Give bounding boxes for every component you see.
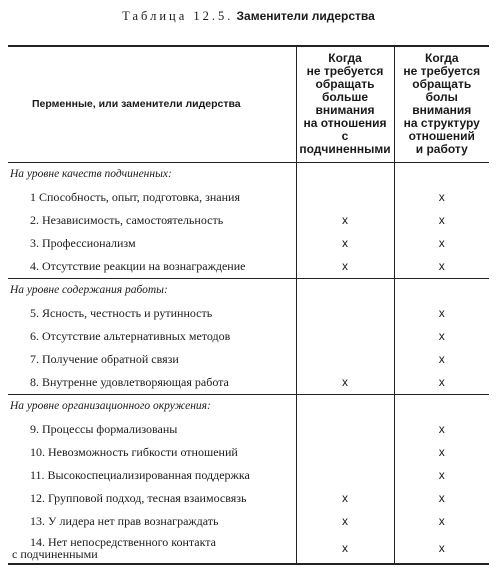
table-row (8, 464, 489, 487)
table-row (8, 441, 489, 464)
table-row (8, 487, 489, 510)
header-relations-line: на отношения (303, 116, 387, 131)
mark-structure: x (394, 255, 489, 279)
mark-structure: x (394, 325, 489, 348)
mark-structure: x (394, 232, 489, 255)
table-row (8, 232, 489, 255)
row-name: 11. Высокоспециализированная поддержка (30, 467, 250, 482)
header-relations-line: с подчиненными (299, 129, 391, 157)
mark-relations (296, 464, 394, 487)
header-structure-line: на структуру (403, 116, 480, 131)
row-name: 1 Способность, опыт, подготовка, знания (30, 189, 240, 204)
mark-relations (296, 186, 394, 209)
table-title: Заменители лидерства (236, 9, 375, 23)
header-relations (296, 46, 394, 162)
section-header (8, 394, 489, 418)
mark-relations (296, 418, 394, 441)
table-row (8, 348, 489, 371)
mark-structure: x (394, 371, 489, 395)
section-header (8, 162, 489, 186)
mark-structure: x (394, 302, 489, 325)
row-name: 3. Профессионализм (30, 235, 136, 250)
mark-structure: x (394, 209, 489, 232)
mark-relations: x (296, 232, 394, 255)
table-row (8, 325, 489, 348)
mark-structure: x (394, 510, 489, 533)
row-name-line: 14. Нет непосредственного контакта (30, 534, 217, 549)
header-relations-line: обращать больше (315, 77, 375, 105)
row-name (8, 533, 296, 564)
mark-structure: x (394, 348, 489, 371)
row-name: 6. Отсутствие альтернативных методов (30, 328, 231, 343)
row-name: 4. Отсутствие реакции на вознаграждение (30, 258, 246, 273)
mark-relations: x (296, 487, 394, 510)
mark-structure: x (394, 186, 489, 209)
mark-relations: x (296, 533, 394, 564)
table-row (8, 186, 489, 209)
header-relations-line: Когда (328, 51, 362, 66)
mark-relations (296, 302, 394, 325)
header-structure-line: и работу (415, 142, 468, 157)
mark-structure: x (394, 441, 489, 464)
mark-structure: x (394, 418, 489, 441)
row-name: 8. Внутренне удовлетворяющая работа (30, 374, 229, 389)
table-row (8, 510, 489, 533)
mark-relations (296, 348, 394, 371)
header-relations-line: внимания (315, 103, 375, 118)
header-structure-line: обращать болы (412, 77, 472, 105)
table-row (8, 371, 489, 395)
section-label: На уровне организационного окружения: (8, 394, 296, 418)
mark-structure: x (394, 487, 489, 510)
header-row (8, 46, 489, 162)
row-name: 5. Ясность, честность и рутинность (30, 305, 213, 320)
header-structure-line: Когда (425, 51, 459, 66)
section-header (8, 278, 489, 302)
mark-relations: x (296, 209, 394, 232)
mark-structure: x (394, 464, 489, 487)
row-name-line: с подчиненными (12, 546, 98, 561)
mark-relations (296, 441, 394, 464)
row-name: 10. Невозможность гибкости отношений (30, 444, 238, 459)
table-number: Таблица 12.5. (122, 9, 234, 23)
table-caption (0, 9, 497, 24)
row-name: 13. У лидера нет прав вознаграждать (30, 513, 219, 528)
header-relations-line: не требуется (306, 64, 384, 79)
leadership-substitutes-table (8, 45, 489, 565)
row-name: 9. Процессы формализованы (30, 421, 178, 436)
header-structure-line: отношений (408, 129, 475, 144)
row-name: 12. Групповой подход, тесная взаимосвязь (30, 490, 247, 505)
section-label: На уровне содержания работы: (8, 278, 296, 302)
table-row (8, 533, 489, 564)
row-name: 2. Независимость, самостоятельность (30, 212, 224, 227)
mark-structure: x (394, 533, 489, 564)
row-name: 7. Получение обратной связи (30, 351, 179, 366)
table-row (8, 209, 489, 232)
mark-relations: x (296, 255, 394, 279)
table-row (8, 255, 489, 279)
table-row (8, 418, 489, 441)
mark-relations (296, 325, 394, 348)
header-structure (394, 46, 489, 162)
header-structure-line: не требуется (403, 64, 481, 79)
mark-relations: x (296, 510, 394, 533)
header-structure-line: внимания (412, 103, 472, 118)
table-row (8, 302, 489, 325)
section-label: На уровне качеств подчиненных: (8, 162, 296, 186)
header-variables: Перменные, или заменители лидерства (8, 46, 296, 162)
mark-relations: x (296, 371, 394, 395)
